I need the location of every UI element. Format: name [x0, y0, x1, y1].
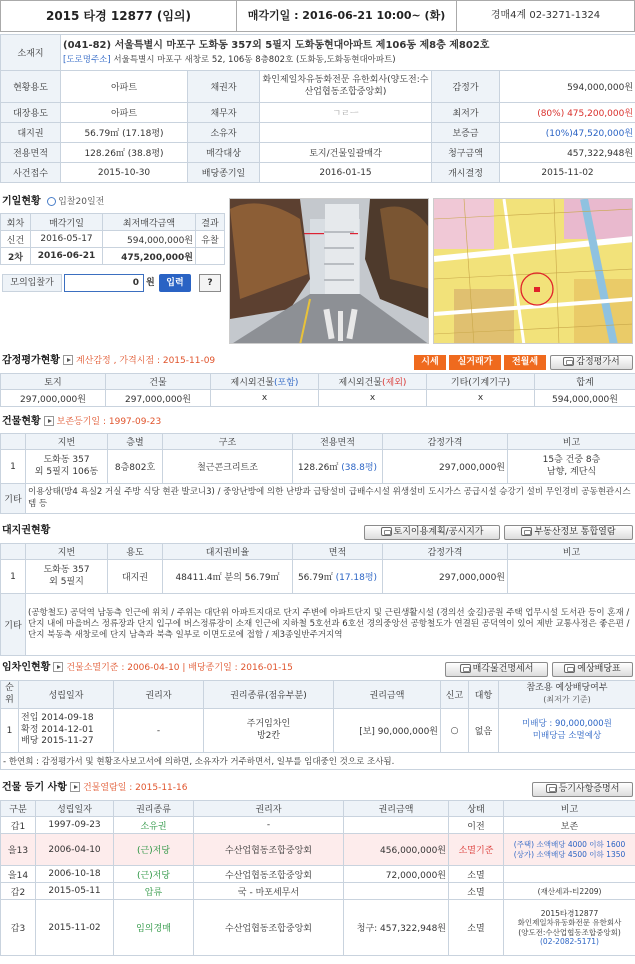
- col-date: 매각기일: [31, 214, 103, 231]
- note: 15층 건중 8층 남향, 계단식: [508, 450, 635, 484]
- col-extra-excl: 제시외건물(제외): [319, 374, 427, 390]
- col-lot: 지번: [26, 434, 108, 450]
- note: [508, 560, 635, 594]
- cadastral-map-image: [434, 199, 633, 344]
- price: 297,000,000원: [383, 450, 508, 484]
- status: 소멸: [449, 866, 504, 883]
- tenants-title: 임차인현황 건물소멸기준 : 2006-04-10 | 배당종기일 : 2016-01-15: [2, 662, 293, 673]
- result: 유찰: [196, 231, 225, 248]
- summary-table: [0, 34, 635, 183]
- holder: 수산업협동조합중앙회: [194, 900, 344, 956]
- rent-button[interactable]: 전월세: [504, 355, 546, 370]
- etc-label: 기타: [1, 594, 26, 656]
- label-sale-target: 매각대상: [188, 143, 260, 163]
- value-exclusive-area: 128.26㎡ (38.8평): [61, 143, 188, 163]
- value-current-use: 아파트: [61, 71, 188, 103]
- col-amount: 권리금액: [344, 801, 449, 817]
- property-photo[interactable]: [229, 198, 429, 344]
- col-opposing: 대항: [469, 681, 499, 709]
- value-case-filed: 2015-10-30: [61, 163, 188, 183]
- col-report: 신고: [441, 681, 469, 709]
- note: (재산세과-티2209): [504, 883, 635, 900]
- right-type: 소유권: [114, 817, 194, 834]
- right-type: (근)저당: [114, 834, 194, 866]
- value-ledger-use: 아파트: [61, 103, 188, 123]
- help-button[interactable]: ?: [199, 274, 221, 292]
- value-debtor: ㄱㄹㅡ: [260, 103, 432, 123]
- value-claim-amount: 457,322,948원: [500, 143, 635, 163]
- property-map[interactable]: [433, 198, 633, 344]
- mock-bid-submit-button[interactable]: 입력: [159, 274, 191, 292]
- registry-row: [1, 900, 635, 956]
- col-right-type: 권리종류: [114, 801, 194, 817]
- col-land: 토지: [1, 374, 106, 390]
- real-transaction-button[interactable]: 실거래가: [449, 355, 501, 370]
- building-title: 건물현황 보존등기일 : 1997-09-23: [2, 416, 162, 427]
- real-estate-info-button[interactable]: 부동산정보 통합열람: [504, 525, 633, 540]
- holder: 수산업협동조합중앙회: [194, 834, 344, 866]
- label-creditor: 채권자: [188, 71, 260, 103]
- col-min-price: 최저매각금액: [103, 214, 196, 231]
- value-owner: [260, 123, 432, 143]
- amount: [보] 90,000,000원: [334, 709, 441, 753]
- date: 2006-10-18: [36, 866, 114, 883]
- etc-label: 기타: [1, 484, 26, 514]
- amount: 청구: 457,322,948원: [344, 900, 449, 956]
- date: 1997-09-23: [36, 817, 114, 834]
- label-exclusive-area: 전용면적: [1, 143, 61, 163]
- col-holder: 권리자: [114, 681, 204, 709]
- registry-certificate-button[interactable]: 등기사항증명서: [532, 782, 633, 797]
- use: 대지권: [108, 560, 163, 594]
- col-kind: 구분: [1, 801, 36, 817]
- appraisal-report-button[interactable]: 감정평가서: [550, 355, 633, 370]
- label-deposit: 보증금: [432, 123, 500, 143]
- kind: 을13: [1, 834, 36, 866]
- value-appraisal: 594,000,000원: [500, 71, 635, 103]
- col-result: 결과: [196, 214, 225, 231]
- court-dept: 경매4계 02-3271-1324: [490, 10, 601, 21]
- label-owner: 소유자: [188, 123, 260, 143]
- value-sale-target: 토지/건물일괄매각: [260, 143, 432, 163]
- col-ratio: 대지권비율: [163, 544, 293, 560]
- right-kind: 주거임차인 방2칸: [204, 709, 334, 753]
- floor: 8층802호: [108, 450, 163, 484]
- note: (주택) 소액배당 4000 이하 1600 (상가) 소액배당 4500 이하 1350: [504, 834, 635, 866]
- value-other: x: [427, 390, 535, 407]
- label-debtor: 채무자: [188, 103, 260, 123]
- label-commencement: 개시결정: [432, 163, 500, 183]
- col-date: 성립일자: [19, 681, 114, 709]
- appraisal-table: [0, 373, 635, 407]
- col-building: 건물: [106, 374, 211, 390]
- opposing: 없음: [469, 709, 499, 753]
- sale-statement-button[interactable]: 매각물건명세서: [445, 662, 548, 677]
- price: 297,000,000원: [383, 560, 508, 594]
- market-price-button[interactable]: 시세: [414, 355, 446, 370]
- appraisal-title: 감정평가현황 계산감정 , 가격시점 : 2015-11-09: [2, 355, 216, 366]
- label-ledger-use: 대장용도: [1, 103, 61, 123]
- date: 2015-11-02: [36, 900, 114, 956]
- value-minimum-price: (80%) 475,200,000원: [500, 103, 635, 123]
- registry-table: [0, 800, 635, 956]
- mock-bid-unit: 원: [146, 278, 155, 288]
- row-no: 1: [1, 450, 26, 484]
- dates: 전입 2014-09-18 확정 2014-12-01 배당 2015-11-27: [19, 709, 114, 753]
- registry-row: [1, 866, 635, 883]
- value-extra-excl: x: [319, 390, 427, 407]
- case-header: [0, 0, 635, 32]
- label-dividend-deadline: 배당종기일: [188, 163, 260, 183]
- value-creditor: 화인제일차유동화전문 유한회사(양도전:수산업협동조합중앙회): [260, 71, 432, 103]
- col-floor: 층별: [108, 434, 163, 450]
- value-dividend-deadline: 2016-01-15: [260, 163, 432, 183]
- date: 2016-06-21: [31, 248, 103, 265]
- land-rights-title: 대지권현황: [2, 525, 51, 536]
- value-land: 297,000,000원: [1, 390, 106, 407]
- label-claim-amount: 청구금액: [432, 143, 500, 163]
- land-use-plan-button[interactable]: 토지이용계획/공시지가: [364, 525, 500, 540]
- amount: [344, 883, 449, 900]
- value-extra-incl: x: [211, 390, 319, 407]
- col-status: 상태: [449, 801, 504, 817]
- value-deposit: (10%)47,520,000원: [500, 123, 635, 143]
- note: [504, 866, 635, 883]
- holder: -: [114, 709, 204, 753]
- sale-date: 매각기일 : 2016-06-21 10:00~ (화): [237, 1, 457, 31]
- label-minimum-price: 최저가: [432, 103, 500, 123]
- etc-text: (공항철도) 공덕역 남동측 인근에 위치 / 주위는 대단위 아파트지대로 단지 주변에 아파트단지 및 근린생활시설 (경의선 숲길)공원 주택 업무시설 도서관 등이 혼재 / 단지 내에 마을버스 정류장과 단지 입구에 버스정류장이 소재 인근에 지하철 5호선과 6호선 경의중앙선 공항철도가 연결된 공덕역이 있어 제반 교통사정은 좋은편 / 단지 북동측 새창로에 단지 남측과 북측 일부로 이면도로에 접함 / 제3종일반주거지역: [26, 594, 635, 656]
- value-land-right: 56.79㎡ (17.18평): [61, 123, 188, 143]
- col-other: 기타(기계기구): [427, 374, 535, 390]
- value-commencement: 2015-11-02: [500, 163, 635, 183]
- label-land-right: 대지권: [1, 123, 61, 143]
- col-lot: 지번: [26, 544, 108, 560]
- value-total: 594,000,000원: [535, 390, 635, 407]
- tenant-note: - 한연희 : 감정평가서 및 현황조사보고서에 의하면, 소유자가 거주하면서, 일부를 임대중인 것으로 조사됨.: [1, 753, 635, 770]
- col-price: 감정가격: [383, 544, 508, 560]
- kind: 갑3: [1, 900, 36, 956]
- row-no: 1: [1, 560, 26, 594]
- col-note: 비고: [504, 801, 635, 817]
- label-appraisal: 감정가: [432, 71, 500, 103]
- date: 2015-05-11: [36, 883, 114, 900]
- structure: 철근콘크리트조: [163, 450, 293, 484]
- status: 이전: [449, 817, 504, 834]
- col-use: 용도: [108, 544, 163, 560]
- etc-text: 이용상태(방4 욕실2 거실 주방 식당 현관 발코니3) / 중앙난방에 의한 난방과 급탕설비 급배수시설 위생설비 도시가스 공급시설 승강기 설비 무인경비 공동현관시스템 등: [26, 484, 635, 514]
- registry-title: 건물 등기 사항 건물열람일 : 2015-11-16: [2, 782, 188, 793]
- auction-history-table: [0, 213, 224, 265]
- min-price: 594,000,000원: [103, 231, 196, 248]
- col-note: 비고: [508, 434, 635, 450]
- status: 소멸: [449, 883, 504, 900]
- col-note: 비고: [508, 544, 635, 560]
- amount: [344, 817, 449, 834]
- registry-row: [1, 817, 635, 834]
- col-amount: 권리금액: [334, 681, 441, 709]
- col-structure: 구조: [163, 434, 293, 450]
- lot: 도화동 357 외 5필지 106동: [26, 450, 108, 484]
- land-rights-table: [0, 543, 635, 656]
- mock-bid-label: 모의입찰가: [2, 274, 62, 292]
- area: 128.26㎡ (38.8평): [293, 450, 383, 484]
- col-extra-incl: 제시외건물(포함): [211, 374, 319, 390]
- right-type: 임의경매: [114, 900, 194, 956]
- note: 2015타경12877 화인제일차유동화전문 유한회사 (양도전:수산업협동조합중앙회) (02-2082-5171): [504, 900, 635, 956]
- building-table: [0, 433, 635, 514]
- col-dividend: 참조용 예상배당여부 (최저가 기준): [499, 681, 635, 709]
- street-photo-image: [230, 199, 429, 344]
- road-address-tag[interactable]: [도로명주소]: [63, 54, 111, 65]
- round: 2차: [1, 248, 31, 265]
- col-date: 성립일자: [36, 801, 114, 817]
- amount: 72,000,000원: [344, 866, 449, 883]
- mock-bid-input[interactable]: 0: [64, 274, 144, 292]
- kind: 갑2: [1, 883, 36, 900]
- rank: 1: [1, 709, 19, 753]
- label-current-use: 현황용도: [1, 71, 61, 103]
- col-area: 면적: [293, 544, 383, 560]
- registry-row: [1, 834, 635, 866]
- round: 신건: [1, 231, 31, 248]
- right-type: 압류: [114, 883, 194, 900]
- report: ○: [441, 709, 469, 753]
- col-rank: 순위: [1, 681, 19, 709]
- note: 보존: [504, 817, 635, 834]
- date: 2016-05-17: [31, 231, 103, 248]
- date: 2006-04-10: [36, 834, 114, 866]
- col-holder: 권리자: [194, 801, 344, 817]
- status: 소멸: [449, 900, 504, 956]
- holder: 국 - 마포세무서: [194, 883, 344, 900]
- case-number: 2015 타경 12877 (임의): [1, 1, 237, 31]
- min-price: 475,200,000원: [103, 248, 196, 265]
- location-label: 소재지: [1, 35, 61, 71]
- label-case-filed: 사건접수: [1, 163, 61, 183]
- holder: -: [194, 817, 344, 834]
- location-address: (041-82) 서울특별시 마포구 도화동 357외 5필지 도화동현대아파트 제106동 제8층 제802호: [63, 39, 490, 51]
- amount: 456,000,000원: [344, 834, 449, 866]
- col-right-kind: 권리종류(점유부분): [204, 681, 334, 709]
- ratio: 48411.4㎡ 분의 56.79㎡: [163, 560, 293, 594]
- tenants-table: [0, 680, 635, 770]
- lot: 도화동 357 외 5필지: [26, 560, 108, 594]
- registry-row: [1, 883, 635, 900]
- status: 소멸기준: [449, 834, 504, 866]
- right-type: (근)저당: [114, 866, 194, 883]
- expected-dividend-button[interactable]: 예상배당표: [552, 662, 633, 677]
- road-address: 서울특별시 마포구 새창로 52, 106동 8층802호 (도화동,도화동현대아파트): [113, 54, 396, 65]
- area: 56.79㎡ (17.18평): [293, 560, 383, 594]
- col-area: 전용면적: [293, 434, 383, 450]
- col-price: 감정가격: [383, 434, 508, 450]
- value-building: 297,000,000원: [106, 390, 211, 407]
- holder: 수산업협동조합중앙회: [194, 866, 344, 883]
- result: [196, 248, 225, 265]
- auction-history-title: 기일현황 입찰20일전: [2, 196, 105, 207]
- kind: 을14: [1, 866, 36, 883]
- col-total: 합계: [535, 374, 635, 390]
- days-left-badge: 입찰20일전: [47, 197, 104, 207]
- col-round: 회차: [1, 214, 31, 231]
- kind: 갑1: [1, 817, 36, 834]
- dividend: 미배당 : 90,000,000원 미배당금 소멸예상: [499, 709, 635, 753]
